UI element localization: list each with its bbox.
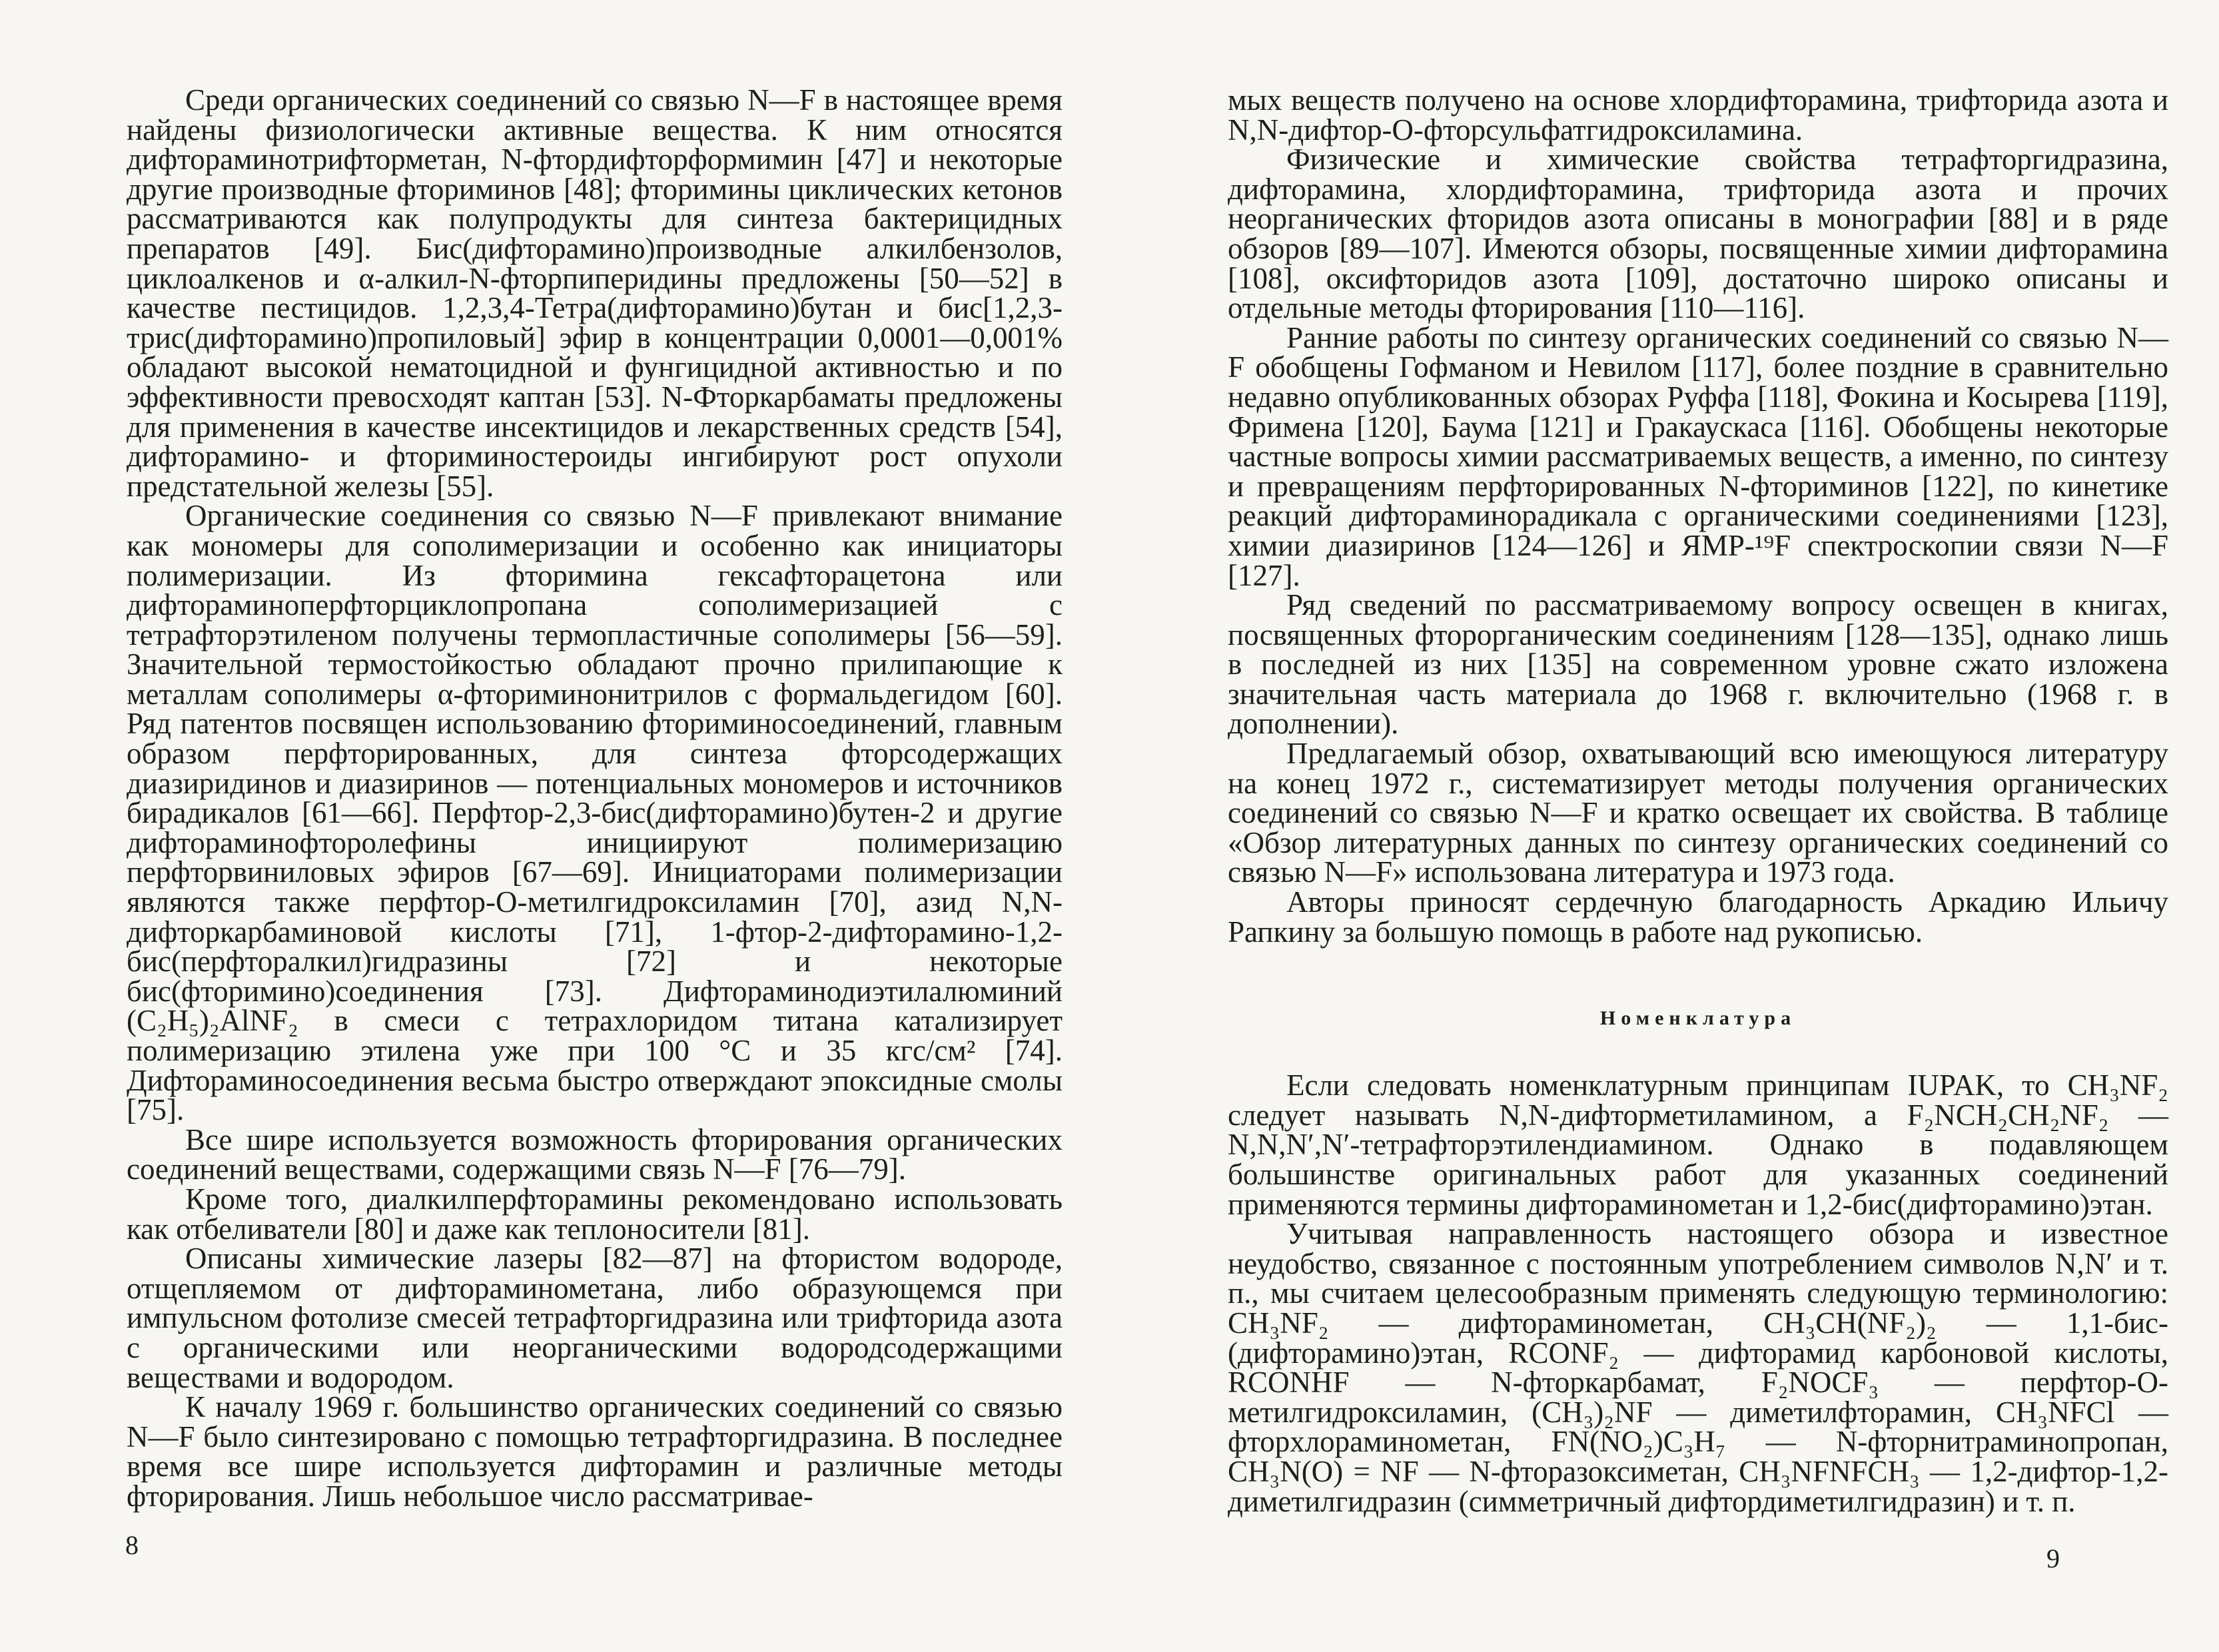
paragraph: Учитывая направленность настоящего обзора и известное неудобство, связанное с постоянным употреблением символов N,N′ и т. п., мы считаем целесообразным применять следующую терминологию: CH₃NF₂ — дифтораминометан, CH₃CH(NF₂)₂ — 1,1-бис-(дифторамино)этан, RCONF₂ — дифторамид карбоновой кислоты, RCONHF — N-фторкарбамат, F₂NOCF₃ — перфтор-О-метилгидроксиламин, (CH₃)₂NF — диметилфторамин, CH₃NFCl — фторхлораминометан, FN(NO₂)C₃H₇ — N-фторнитраминопропан, CH₃N(O) = NF — N-фторазоксиметан, CH₃NFNFCH₃ — 1,2-дифтор-1,2-диметилгидразин (симметричный дифтордиметилгидразин) и т. п. <box>1228 1217 2168 1518</box>
paragraph: Описаны химические лазеры [82—87] на фтористом водороде, отщепляемом от дифтораминометана, либо образующемся при импульсном фотолизе смесей тетрафторгидразина или трифторида азота с органическими или неорганическими водородсодержащими веществами и водородом. <box>127 1242 1063 1394</box>
paragraph: Физические и химические свойства тетрафторгидразина, дифторамина, хлордифторамина, трифторида азота и прочих неорганических фторидов азота описаны в монографии [88] и в ряде обзоров [89—107]. Имеются обзоры, посвященные химии дифторамина [108], оксифторидов азота [109], достаточно широко описаны и отдельные методы фторирования [110—116]. <box>1228 143 2168 325</box>
paragraph: Ряд сведений по рассматриваемому вопросу освещен в книгах, посвященных фторорганическим соединениям [128—135], однако лишь в последней из них [135] на современном уровне сжато изложена значительная часть материала до 1968 г. включительно (1968 г. в дополнении). <box>1228 588 2168 741</box>
paragraph: К началу 1969 г. большинство органических соединений со связью N—F было синтезировано с помощью тетрафторгидразина. В последнее время все шире используется дифторамин и различные методы фторирования. Лишь небольшое число рассматривае- <box>127 1390 1063 1513</box>
paragraph: Ранние работы по синтезу органических соединений со связью N—F обобщены Гофманом и Невилом [117], более поздние в сравнительно недавно опубликованных обзорах Руффа [118], Фокина и Косырева [119], Фримена [120], Баума [121] и Гракаускаса [116]. Обобщены некоторые частные вопросы химии рассматриваемых веществ, а именно, по синтезу и превращениям перфторированных N-фториминов [122], по кинетике реакций дифтораминорадикала с органическими соединениями [123], химии диазиринов [124—126] и ЯМР-¹⁹F спектроскопии связи N—F [127]. <box>1228 320 2168 592</box>
left-page <box>0 0 1109 1652</box>
left-text-column <box>127 85 1063 1511</box>
paragraph: Если следовать номенклатурным принципам IUPAK, то CH₃NF₂ следует называть N,N-дифторметиламином, а F₂NCH₂CH₂NF₂ — N,N,N′,N′-тетрафторэтилендиамином. Однако в подавляющем большинстве оригинальных работ для указанных соединений применяются термины дифтораминометан и 1,2-бис(дифторамино)этан. <box>1228 1068 2168 1221</box>
paragraph: Органические соединения со связью N—F привлекают внимание как мономеры для сополимеризации и особенно как инициаторы полимеризации. Из фторимина гексафторацетона или дифтораминоперфторциклопропана сополимеризацией с тетрафторэтиленом получены термопластичные сополимеры [56—59]. Значительной термостойкостью обладают прочно прилипающие к металлам сополимеры α-фториминонитрилов с формальдегидом [60]. Ряд патентов посвящен использованию фториминосоединений, главным образом перфторированных, для синтеза фторсодержащих диазиридинов и диазиринов — потенциальных мономеров и источников бирадикалов [61—66]. Перфтор-2,3-бис(дифторамино)бутен-2 и другие дифтораминофторолефины инициируют полимеризацию перфторвиниловых эфиров [67—69]. Инициаторами полимеризации являются также перфтор-О-метилгидроксиламин [70], азид N,N-дифторкарбаминовой кислоты [71], 1-фтор-2-дифторамино-1,2-бис(перфторалкил)гидразины [72] и некоторые бис(фторимино)соединения [73]. Дифтораминодиэтилалюминий (C₂H₅)₂AlNF₂ в смеси с тетрахлоридом титана катализирует полимеризацию этилена уже при 100 °C и 35 кгс/см² [74]. Дифтораминосоединения весьма быстро отверждают эпоксидные смолы [75]. <box>127 499 1063 1127</box>
page-number: 9 <box>2046 1543 2060 1573</box>
paragraph: мых веществ получено на основе хлордифторамина, трифторида азота и N,N-дифтор-О-фторсульфатгидроксиламина. <box>1228 83 2168 147</box>
paragraph: Все шире используется возможность фторирования органических соединений веществами, содержащими связь N—F [76—79]. <box>127 1122 1063 1186</box>
page-number: 8 <box>125 1530 139 1560</box>
paragraph: Кроме того, диалкилперфторамины рекомендовано использовать как отбеливатели [80] и даже как теплоносители [81]. <box>127 1182 1063 1246</box>
paragraph: Предлагаемый обзор, охватывающий всю имеющуюся литературу на конец 1972 г., систематизирует методы получения органических соединений со связью N—F и кратко освещает их свойства. В таблице «Обзор литературных данных по синтезу органических соединений со связью N—F» использована литература и 1973 года. <box>1228 737 2168 889</box>
section-heading: Номенклатура <box>1599 1007 1797 1030</box>
right-text-column <box>1228 85 2168 1516</box>
paragraph: Среди органических соединений со связью N—F в настоящее время найдены физиологически активные вещества. К ним относятся дифтораминотрифторметан, N-фтордифторформимин [47] и некоторые другие производные фториминов [48]; фторимины циклических кетонов рассматриваются как полупродукты для синтеза бактерицидных препаратов [49]. Бис(дифторамино)производные алкилбензолов, циклоалкенов и α-алкил-N-фторпиперидины предложены [50—52] в качестве пестицидов. 1,2,3,4-Тетра(дифторамино)бутан и бис[1,2,3-трис(дифторамино)пропиловый] эфир в концентрации 0,0001—0,001% обладают высокой нематоцидной и фунгицидной активностью и по эффективности превосходят каптан [53]. N-Фторкарбаматы предложены для применения в качестве инсектицидов и лекарственных средств [54], дифторамино- и фториминостероиды ингибируют рост опухоли предстательной железы [55]. <box>127 83 1063 503</box>
right-page <box>1109 0 2219 1652</box>
paragraph: Авторы приносят сердечную благодарность Аркадию Ильичу Рапкину за большую помощь в работе над рукописью. <box>1228 885 2168 949</box>
